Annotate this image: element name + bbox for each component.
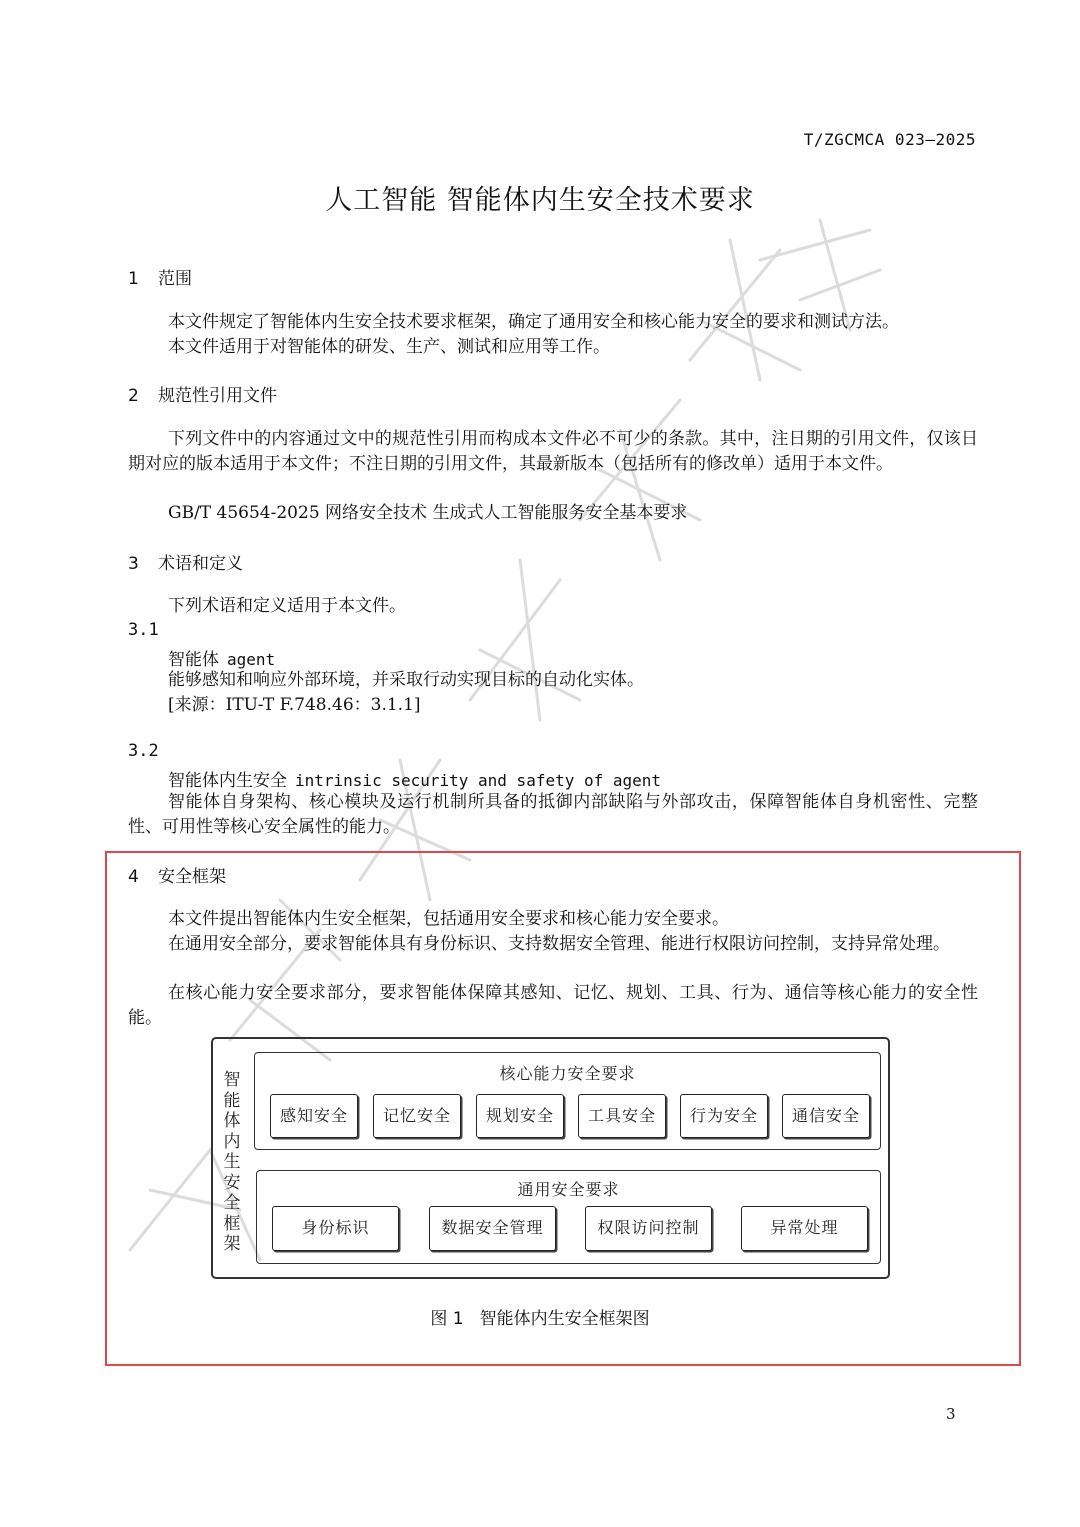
section-3-heading: 3 术语和定义 bbox=[128, 554, 243, 574]
section-1-heading: 1 范围 bbox=[128, 269, 192, 289]
section-1-paragraph-2: 本文件适用于对智能体的研发、生产、测试和应用等工作。 bbox=[168, 337, 610, 357]
section-3-intro: 下列术语和定义适用于本文件。 bbox=[168, 596, 406, 616]
normative-reference: GB/T 45654-2025 网络安全技术 生成式人工智能服务安全基本要求 bbox=[168, 503, 688, 523]
core-item: 行为安全 bbox=[680, 1094, 768, 1138]
standard-number: T/ZGCMCA 023—2025 bbox=[803, 130, 976, 149]
general-item: 异常处理 bbox=[741, 1206, 868, 1251]
page-number: 3 bbox=[946, 1405, 956, 1423]
section-4-paragraph-3: 在核心能力安全要求部分，要求智能体保障其感知、记忆、规划、工具、行为、通信等核心能力的安全性能。 bbox=[128, 983, 978, 1028]
core-item: 通信安全 bbox=[782, 1094, 870, 1138]
general-item: 权限访问控制 bbox=[585, 1206, 712, 1251]
term-heading: 智能体 agent bbox=[168, 650, 276, 670]
term-definition: 智能体自身架构、核心模块及运行机制所具备的抵御内部缺陷与外部攻击，保障智能体自身机密性、完整性、可用性等核心安全属性的能力。 bbox=[128, 792, 978, 837]
section-1-paragraph-1: 本文件规定了智能体内生安全技术要求框架，确定了通用安全和核心能力安全的要求和测试方法。 bbox=[168, 312, 899, 332]
term-definition: 能够感知和响应外部环境，并采取行动实现目标的自动化实体。 bbox=[168, 670, 644, 690]
term-number: 3.2 bbox=[128, 741, 159, 761]
section-4-paragraph-1: 本文件提出智能体内生安全框架，包括通用安全要求和核心能力安全要求。 bbox=[168, 909, 729, 929]
section-4-heading: 4 安全框架 bbox=[128, 867, 226, 887]
core-item: 规划安全 bbox=[476, 1094, 564, 1138]
diagram-side-label: 智 能 体 内 生 安 全 框 架 bbox=[223, 1070, 241, 1254]
general-item: 身份标识 bbox=[272, 1206, 399, 1251]
core-item: 记忆安全 bbox=[373, 1094, 461, 1138]
term-number: 3.1 bbox=[128, 620, 159, 640]
figure-caption: 图 1 智能体内生安全框架图 bbox=[430, 1309, 650, 1329]
section-2-heading: 2 规范性引用文件 bbox=[128, 386, 277, 406]
general-item: 数据安全管理 bbox=[429, 1206, 556, 1251]
section-2-paragraph: 下列文件中的内容通过文中的规范性引用而构成本文件必不可少的条款。其中，注日期的引用文件，仅该日期对应的版本适用于本文件；不注日期的引用文件，其最新版本（包括所有的修改单）适用于本文件。 bbox=[128, 429, 978, 474]
document-title: 人工智能 智能体内生安全技术要求 bbox=[325, 185, 755, 216]
core-item: 感知安全 bbox=[270, 1094, 358, 1138]
core-capability-title: 核心能力安全要求 bbox=[499, 1064, 636, 1083]
section-4-paragraph-2: 在通用安全部分，要求智能体具有身份标识、支持数据安全管理、能进行权限访问控制，支持异常处理。 bbox=[168, 934, 950, 954]
general-security-title: 通用安全要求 bbox=[517, 1180, 620, 1199]
term-source: [来源：ITU-T F.748.46：3.1.1] bbox=[168, 695, 421, 715]
term-heading: 智能体内生安全 intrinsic security and safety of agent bbox=[168, 771, 662, 791]
core-item: 工具安全 bbox=[578, 1094, 666, 1138]
